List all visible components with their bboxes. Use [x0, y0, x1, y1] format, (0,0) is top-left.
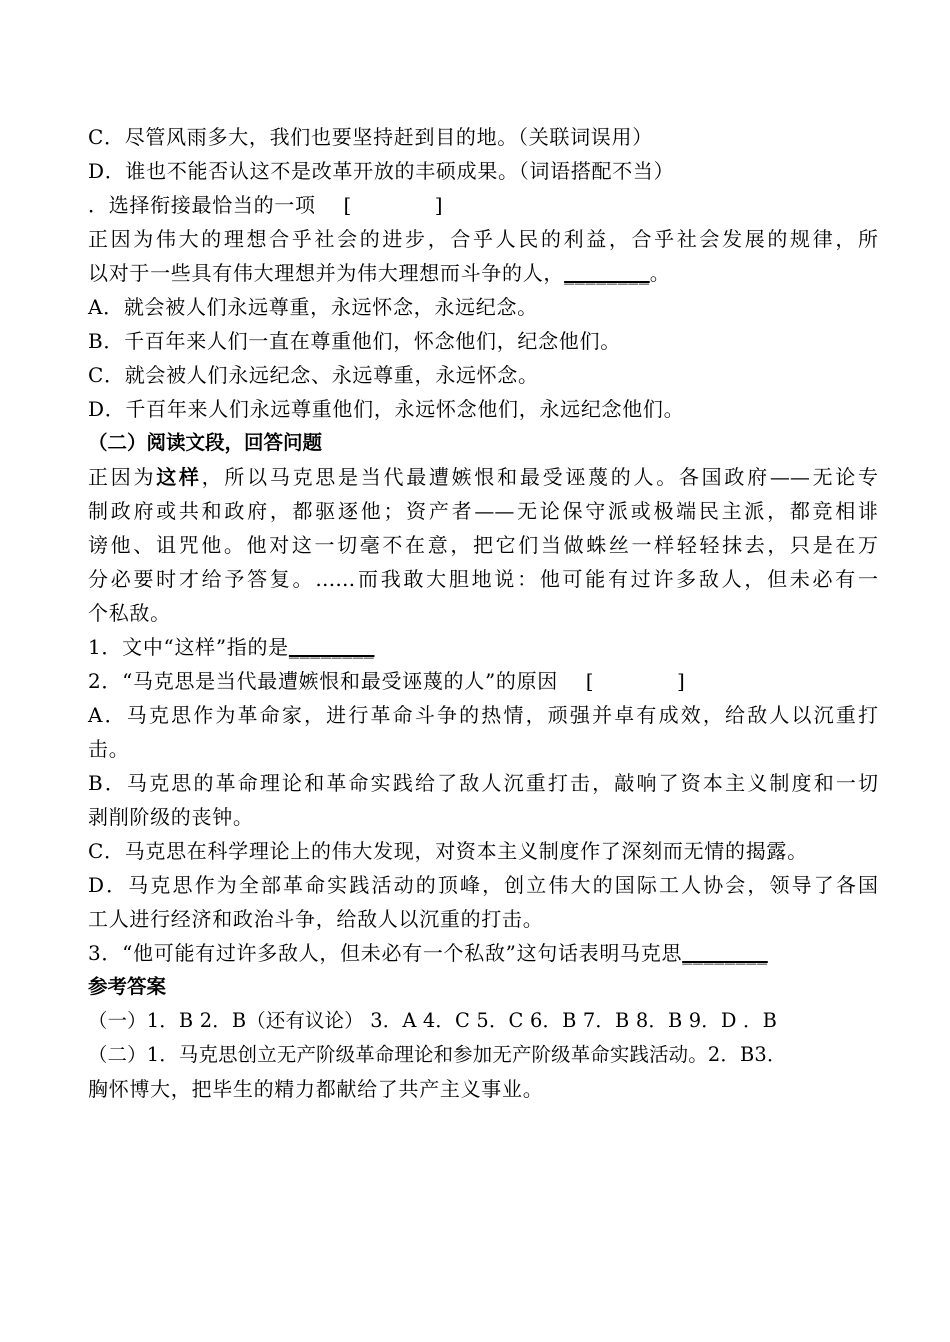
reading-passage-line-3: 谤他、诅咒他。他对这一切毫不在意，把它们当做蛛丝一样轻轻抹去，只是在万 [88, 533, 878, 557]
answer-blank: ________ [564, 261, 650, 285]
reading-passage-line-1 [88, 460, 878, 494]
answers-part-1: （一）1．B 2．B（还有议论） 3．A 4．C 5．C 6．B 7．B 8．B 9．D ．B [88, 1009, 778, 1032]
select-option-b: B．千百年来人们一直在尊重他们，怀念他们，纪念他们。 [88, 329, 621, 353]
select-passage-line-1: 正因为伟大的理想合乎社会的进步，合乎人民的利益，合乎社会发展的规律，所 [88, 227, 878, 251]
reading-passage-line-4: 分必要时才给予答复。……而我敢大胆地说：他可能有过许多敌人，但未必有一 [88, 567, 878, 591]
select-option-c: C．就会被人们永远纪念、永远尊重，永远怀念。 [88, 363, 539, 387]
select-passage-end: 。 [649, 261, 671, 285]
reading-passage-post: ，所以马克思是当代最遭嫉恨和最受诬蔑的人。各国政府——无论专 [201, 465, 879, 489]
question-2-option-b-line-1: B．马克思的革命理论和革命实践给了敌人沉重打击，敲响了资本主义制度和一切 [88, 771, 878, 795]
question-1-text: 1．文中“这样”指的是 [88, 635, 289, 659]
answer-blank: ________ [288, 635, 375, 659]
question-2-option-d-line-2: 工人进行经济和政治斗争，给敌人以沉重的打击。 [88, 907, 544, 931]
question-2-option-a-line-2: 击。 [88, 737, 130, 761]
document-page [88, 120, 878, 1106]
question-3-text: 3．“他可能有过许多敌人，但未必有一个私敌”这句话表明马克思 [88, 941, 683, 965]
question-2-option-b-line-2: 剥削阶级的丧钟。 [88, 805, 254, 829]
prev-question-option-c: C．尽管风雨多大，我们也要坚持赶到目的地。（关联词误用） [88, 125, 653, 149]
reading-passage-pre: 正因为 [88, 465, 157, 489]
answer-blank: ________ [682, 941, 768, 965]
answers-part-2-line-1: （二）1．马克思创立无产阶级革命理论和参加无产阶级革命实践活动。2．B3． [88, 1043, 787, 1066]
question-1 [88, 630, 878, 664]
select-passage-text: 以对于一些具有伟大理想并为伟大理想而斗争的人， [88, 261, 565, 285]
question-2-option-d-line-1: D．马克思作为全部革命实践活动的顶峰，创立伟大的国际工人协会，领导了各国 [88, 873, 878, 897]
section-2-heading: （二）阅读文段，回答问题 [88, 431, 323, 454]
question-3 [88, 936, 878, 970]
prev-question-option-d: D．谁也不能否认这不是改革开放的丰硕成果。（词语搭配不当） [88, 159, 675, 183]
reading-passage-line-2: 制政府或共和政府，都驱逐他；资产者——无论保守派或极端民主派，都竞相诽 [88, 499, 878, 523]
question-2-option-c: C．马克思在科学理论上的伟大发现，对资本主义制度作了深刻而无情的揭露。 [88, 839, 808, 863]
select-option-d: D．千百年来人们永远尊重他们，永远怀念他们，永远纪念他们。 [88, 397, 685, 421]
question-2: 2．“马克思是当代最遭嫉恨和最受诬蔑的人”的原因 [ ] [88, 669, 686, 693]
answers-part-2-line-2: 胸怀博大，把毕生的精力都献给了共产主义事业。 [88, 1077, 544, 1101]
select-question-prompt: ．选择衔接最恰当的一项 [ ] [88, 193, 444, 217]
reading-passage-keyword: 这样 [156, 465, 202, 489]
question-2-option-a-line-1: A．马克思作为革命家，进行革命斗争的热情，顽强并卓有成效，给敌人以沉重打 [88, 703, 878, 727]
select-option-a: A．就会被人们永远尊重，永远怀念，永远纪念。 [88, 295, 538, 319]
reading-passage-line-5: 个私敌。 [88, 601, 171, 625]
select-passage-line-2 [88, 256, 878, 290]
answers-heading: 参考答案 [88, 975, 167, 998]
